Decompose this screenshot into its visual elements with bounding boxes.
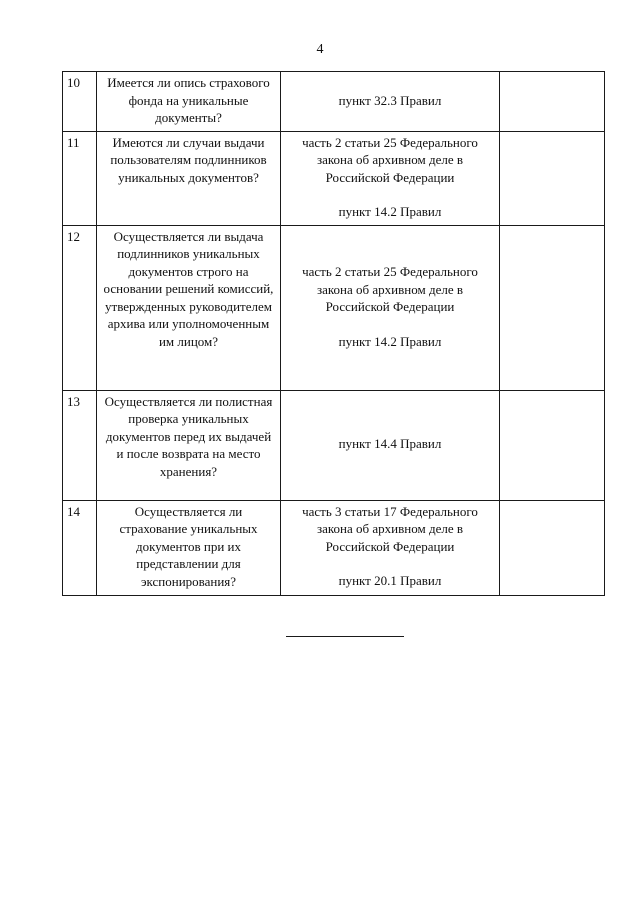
table-row: [63, 390, 605, 500]
reference-text: часть 3 статьи 17 Федерального закона об архивном деле в Российской Федерации: [302, 503, 478, 554]
reference-text: часть 2 статьи 25 Федерального закона об архивном деле в Российской Федерации: [302, 134, 478, 185]
reference-cell: [281, 72, 500, 132]
reference-cell: [281, 500, 500, 595]
reference-gap: [285, 316, 495, 333]
question-cell: Осуществляется ли полистная проверка уникальных документов перед их выдачей и после возврата на место хранения?: [97, 390, 281, 500]
reference-text: пункт 14.2 Правил: [338, 333, 442, 349]
question-cell: Имеется ли опись страхового фонда на уникальные документы?: [97, 72, 281, 132]
reference-cell: [281, 390, 500, 500]
table-row: [63, 225, 605, 390]
answer-cell: [500, 500, 605, 595]
row-number: 12: [63, 225, 97, 390]
reference-gap: [285, 555, 495, 572]
reference-text: часть 2 статьи 25 Федерального закона об архивном деле в Российской Федерации: [302, 264, 478, 314]
reference-text: пункт 14.2 Правил: [338, 204, 442, 219]
answer-cell: [500, 72, 605, 132]
row-number: 13: [63, 390, 97, 500]
row-number: 11: [63, 131, 97, 225]
reference-cell: [281, 225, 500, 390]
table-row: [63, 72, 605, 132]
answer-cell: [500, 390, 605, 500]
answer-cell: [500, 131, 605, 225]
answer-cell: [500, 225, 605, 390]
checklist-table: [62, 71, 605, 596]
reference-cell: [281, 131, 500, 225]
table-row: [63, 131, 605, 225]
page-number: 4: [316, 42, 324, 57]
table-row: [63, 500, 605, 595]
row-number: 10: [63, 72, 97, 132]
reference-text: пункт 32.3 Правил: [338, 92, 442, 108]
reference-text: пункт 20.1 Правил: [338, 573, 442, 588]
end-rule: [286, 636, 404, 637]
question-cell: Имеются ли случаи выдачи пользователям подлинников уникальных документов?: [97, 131, 281, 225]
reference-text: пункт 14.4 Правил: [338, 436, 442, 452]
reference-gap: [285, 186, 495, 203]
row-number: 14: [63, 500, 97, 595]
question-cell: Осуществляется ли страхование уникальных документов при их представлении для экспонирования?: [97, 500, 281, 595]
question-cell: Осуществляется ли выдача подлинников уникальных документов строго на основании решений комиссий, утвержденных руководителем архива или уполномоченным им лицом?: [97, 225, 281, 390]
